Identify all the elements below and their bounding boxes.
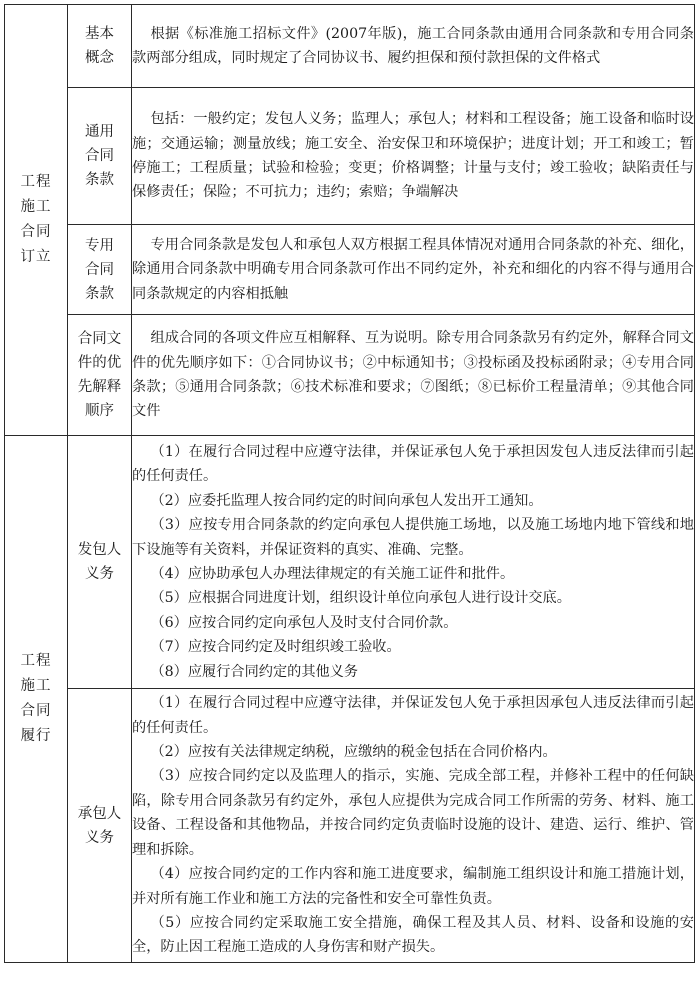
row-label-basic-concept: 基本 概念 [68,5,132,88]
table-row [5,5,695,88]
row-label-general-clauses: 通用 合同 条款 [68,88,132,225]
row-label-contractor-obligations: 承包人 义务 [68,689,132,963]
row-content-employer-obligations: （1）在履行合同过程中应遵守法律，并保证承包人免于承担因发包人违反法律而引起的任何责任。 （2）应委托监理人按合同约定的时间向承包人发出开工通知。 （3）应按专用合同条款的约定向承包人提供施工场地，以及施工场地内地下管线和地下设施等有关资料，并保证资料的真实、准确、完整。 （4）应协助承包人办理法律规定的有关施工证件和批件。 （5）应根据合同进度计划，组织设计单位向承包人进行设计交底。 （6）应按合同约定向承包人及时支付合同价款。 （7）应按合同约定及时组织竣工验收。 （8）应履行合同约定的其他义务 [132,436,695,689]
table-row [5,315,695,436]
table-row [5,436,695,689]
row-content-special-clauses: 专用合同条款是发包人和承包人双方根据工程具体情况对通用合同条款的补充、细化，除通用合同条款中明确专用合同条款可作出不同约定外，补充和细化的内容不得与通用合同条款规定的内容相抵触 [132,225,695,315]
row-content-contractor-obligations: （1）在履行合同过程中应遵守法律，并保证发包人免于承担因承包人违反法律而引起的任何责任。 （2）应按有关法律规定纳税，应缴纳的税金包括在合同价格内。 （3）应按合同约定以及监理人的指示，实施、完成全部工程，并修补工程中的任何缺陷，除专用合同条款另有约定外，承包人应提供为完成合同工作所需的劳务、材料、施工设备、工程设备和其他物品，并按合同约定负责临时设施的设计、建造、运行、维护、管理和拆除。 （4）应按合同约定的工作内容和施工进度要求，编制施工组织设计和施工措施计划，并对所有施工作业和施工方法的完备性和安全可靠性负责。 （5）应按合同约定采取施工安全措施，确保工程及其人员、材料、设备和设施的安全，防止因工程施工造成的人身伤害和财产损失。 [132,689,695,963]
table-row [5,689,695,963]
section-category-performance: 工程 施工 合同 履行 [5,436,68,963]
row-label-employer-obligations: 发包人 义务 [68,436,132,689]
table-row [5,225,695,315]
table-row [5,88,695,225]
row-content-general-clauses: 包括：一般约定；发包人义务；监理人；承包人；材料和工程设备；施工设备和临时设施；交通运输；测量放线；施工安全、治安保卫和环境保护；进度计划；开工和竣工；暂停施工；工程质量；试验和检验；变更；价格调整；计量与支付；竣工验收；缺陷责任与保修责任；保险；不可抗力；违约；索赔；争端解决 [132,88,695,225]
row-content-document-priority: 组成合同的各项文件应互相解释、互为说明。除专用合同条款另有约定外，解释合同文件的优先顺序如下：①合同协议书；②中标通知书；③投标函及投标函附录；④专用合同条款；⑤通用合同条款；⑥技术标准和要求；⑦图纸；⑧已标价工程量清单；⑨其他合同文件 [132,315,695,436]
row-content-basic-concept: 根据《标准施工招标文件》(2007年版)，施工合同条款由通用合同条款和专用合同条款两部分组成，同时规定了合同协议书、履约担保和预付款担保的文件格式 [132,5,695,88]
section-category-formation: 工程 施工 合同 订立 [5,5,68,436]
contract-table [4,4,695,963]
row-label-special-clauses: 专用 合同 条款 [68,225,132,315]
row-label-document-priority: 合同文 件的优 先解释 顺序 [68,315,132,436]
